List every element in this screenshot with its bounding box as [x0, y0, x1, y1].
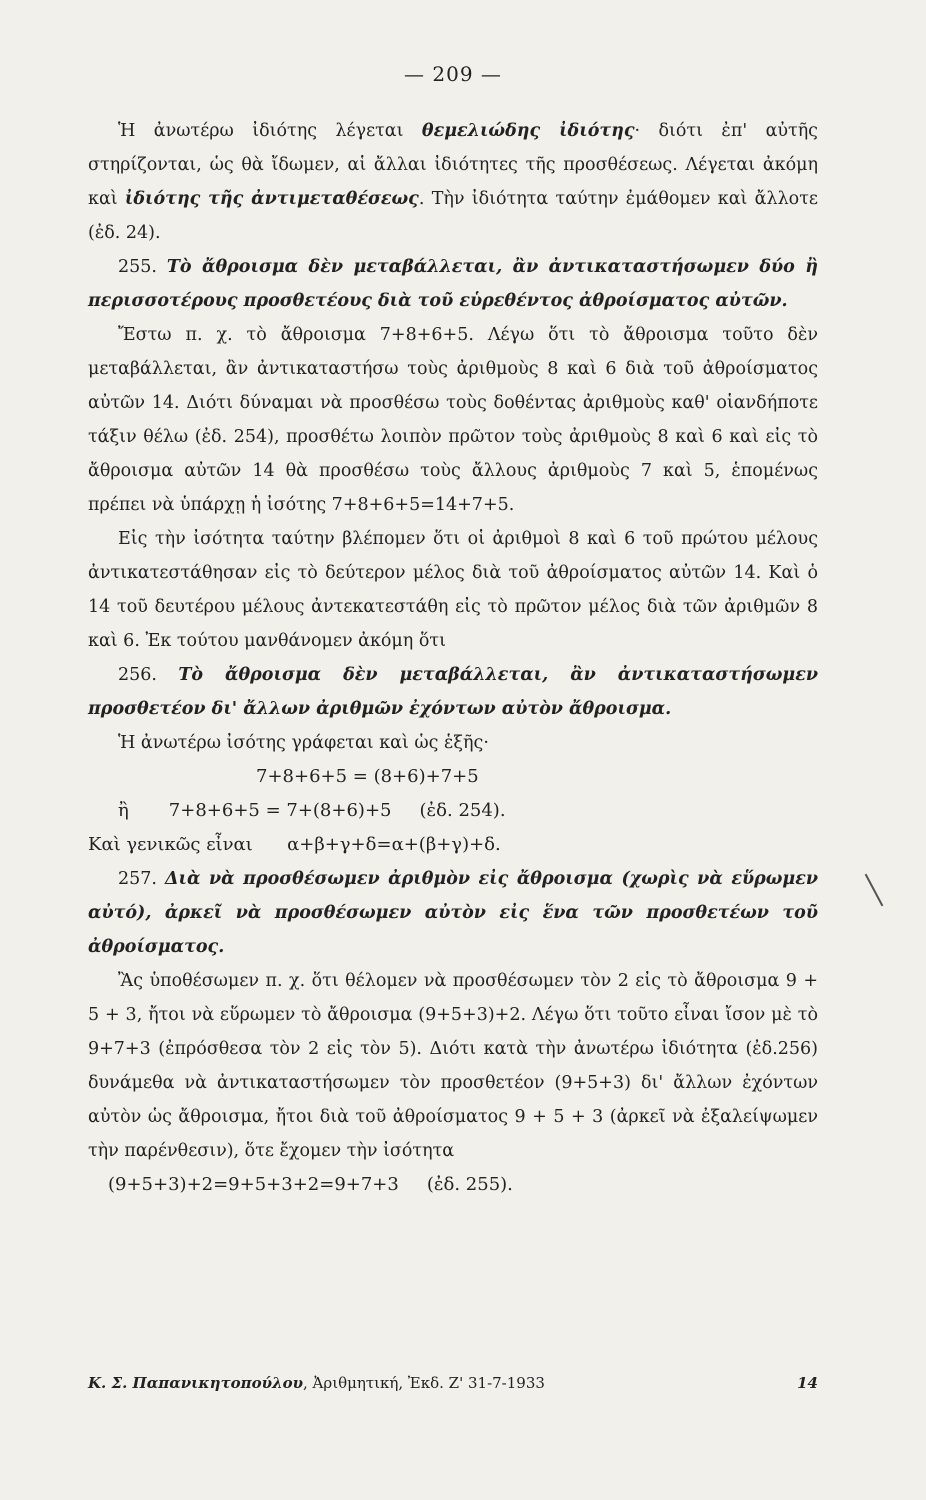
- equation-2: [88, 794, 818, 828]
- equation-2-reference: (ἐδ. 254).: [419, 800, 506, 821]
- section-256-number: 256.: [118, 665, 157, 685]
- p1-term-commutative: ἰδιότης τῆς ἀντιμεταθέσεως: [124, 189, 419, 209]
- equation-4-formula: (9+5+3)+2=9+5+3+2=9+7+3: [108, 1174, 399, 1195]
- equation-2-or: ἢ: [118, 800, 129, 821]
- section-255-title: Τὸ ἄθροισμα δὲν μεταβάλλεται, ἂν ἀντικαταστήσωμεν δύο ἢ περισσοτέρους προσθετέους διὰ τοῦ εὑρεθέντος ἀθροίσματος αὐτῶν.: [88, 257, 818, 311]
- equation-4: [88, 1168, 818, 1202]
- margin-pencil-mark: [865, 874, 884, 907]
- p1-text-a: Ἡ ἀνωτέρω ἰδιότης λέγεται: [118, 121, 422, 141]
- footer-author: Κ. Σ. Παπανικητοπούλου: [88, 1374, 304, 1392]
- section-255-body: Ἔστω π. χ. τὸ ἄθροισμα 7+8+6+5. Λέγω ὅτι τὸ ἄθροισμα τοῦτο δὲν μεταβάλλεται, ἂν ἀντικαταστήσω τοὺς ἀριθμοὺς 8 καὶ 6 διὰ τοῦ ἀθροίσματος αὐτῶν 14. Διότι δύναμαι νὰ προσθέσω τοὺς δοθέντας ἀριθμοὺς καθ' οἱανδήποτε τάξιν θέλω (ἐδ. 254), προσθέτω λοιπὸν πρῶτον τοὺς ἀριθμοὺς 8 καὶ 6 καὶ εἰς τὸ ἄθροισμα αὐτῶν 14 θὰ προσθέσω τοὺς ἄλλους ἀριθμοὺς 7 καὶ 5, ἑπομένως πρέπει νὰ ὑπάρχῃ ἡ ἰσότης 7+8+6+5=14+7+5.: [88, 325, 818, 515]
- section-256-title: Τὸ ἄθροισμα δὲν μεταβάλλεται, ἂν ἀντικαταστήσωμεν προσθετέον δι' ἄλλων ἀριθμῶν ἐχόντων αὐτὸν ἄθροισμα.: [88, 665, 818, 719]
- section-255-body-2: Εἰς τὴν ἰσότητα ταύτην βλέπομεν ὅτι οἱ ἀριθμοὶ 8 καὶ 6 τοῦ πρώτου μέλους ἀντικατεστάθησαν εἰς τὸ δεύτερον μέλος διὰ τοῦ ἀθροίσματος αὐτῶν 14. Καὶ ὁ 14 τοῦ δευτέρου μέλους ἀντεκατεστάθη εἰς τὸ πρῶτον μέλος διὰ τῶν ἀριθμῶν 8 καὶ 6. Ἐκ τούτου μανθάνομεν ἀκόμη ὅτι: [88, 529, 818, 651]
- section-257-heading: [88, 862, 818, 964]
- page-number: — 209 —: [404, 62, 502, 86]
- equation-1: 7+8+6+5 = (8+6)+7+5: [256, 766, 479, 787]
- section-256-intro: Ἡ ἀνωτέρω ἰσότης γράφεται καὶ ὡς ἑξῆς·: [118, 733, 489, 753]
- equation-4-reference: (ἐδ. 255).: [426, 1174, 513, 1195]
- section-256-heading: [88, 658, 818, 726]
- page-footer: [88, 1374, 818, 1392]
- p1-term-fundamental: θεμελιώδης ἰδιότης: [421, 121, 635, 141]
- footer-edition: , Ἀριθμητική, Ἐκδ. Ζ' 31-7-1933: [303, 1374, 545, 1392]
- p1-text-c: . Τὴν ἰδιότητα ταύτην ἐμάθομεν καὶ ἄλλοτε (ἐδ. 24).: [88, 189, 818, 243]
- p1-text-b: · διότι ἐπ' αὐτῆς στηρίζονται, ὡς θὰ ἴδωμεν, αἱ ἄλλαι ἰδιότητες τῆς προσθέσεως. Λέγεται ἀκόμη καὶ: [88, 121, 818, 209]
- equation-2-formula: 7+8+6+5 = 7+(8+6)+5: [168, 800, 392, 821]
- equation-3-lead: Καὶ γενικῶς εἶναι: [88, 834, 253, 855]
- footer-signature: 14: [797, 1374, 818, 1392]
- paragraph-fundamental-property: [88, 114, 818, 250]
- section-257-body: Ἂς ὑποθέσωμεν π. χ. ὅτι θέλομεν νὰ προσθέσωμεν τὸν 2 εἰς τὸ ἄθροισμα 9 + 5 + 3, ἤτοι νὰ εὕρωμεν τὸ ἄθροισμα (9+5+3)+2. Λέγω ὅτι τοῦτο εἶναι ἴσον μὲ τὸ 9+7+3 (ἐπρόσθεσα τὸν 2 εἰς τὸν 5). Διότι κατὰ τὴν ἀνωτέρω ἰδιότητα (ἐδ.256) δυνάμεθα νὰ ἀντικαταστήσωμεν τὸν προσθετέον (9+5+3) δι' ἄλλων ἐχόντων αὐτὸν ὡς ἄθροισμα, ἤτοι διὰ τοῦ ἀθροίσματος 9 + 5 + 3 (ἀρκεῖ νὰ ἐξαλείψωμεν τὴν παρένθεσιν), ὅτε ἔχομεν τὴν ἰσότητα: [88, 971, 818, 1161]
- equation-3: [88, 828, 818, 862]
- section-257-title: Διὰ νὰ προσθέσωμεν ἀριθμὸν εἰς ἄθροισμα (χωρὶς νὰ εὕρωμεν αὐτό), ἀρκεῖ νὰ προσθέσωμεν αὐτὸν εἰς ἕνα τῶν προσθετέων τοῦ ἀθροίσματος.: [88, 869, 818, 957]
- footer-citation: [88, 1374, 545, 1392]
- equation-3-formula: α+β+γ+δ=α+(β+γ)+δ.: [287, 834, 501, 855]
- section-257-number: 257.: [118, 869, 157, 889]
- section-255-number: 255.: [118, 257, 157, 277]
- section-255-heading: [88, 250, 818, 318]
